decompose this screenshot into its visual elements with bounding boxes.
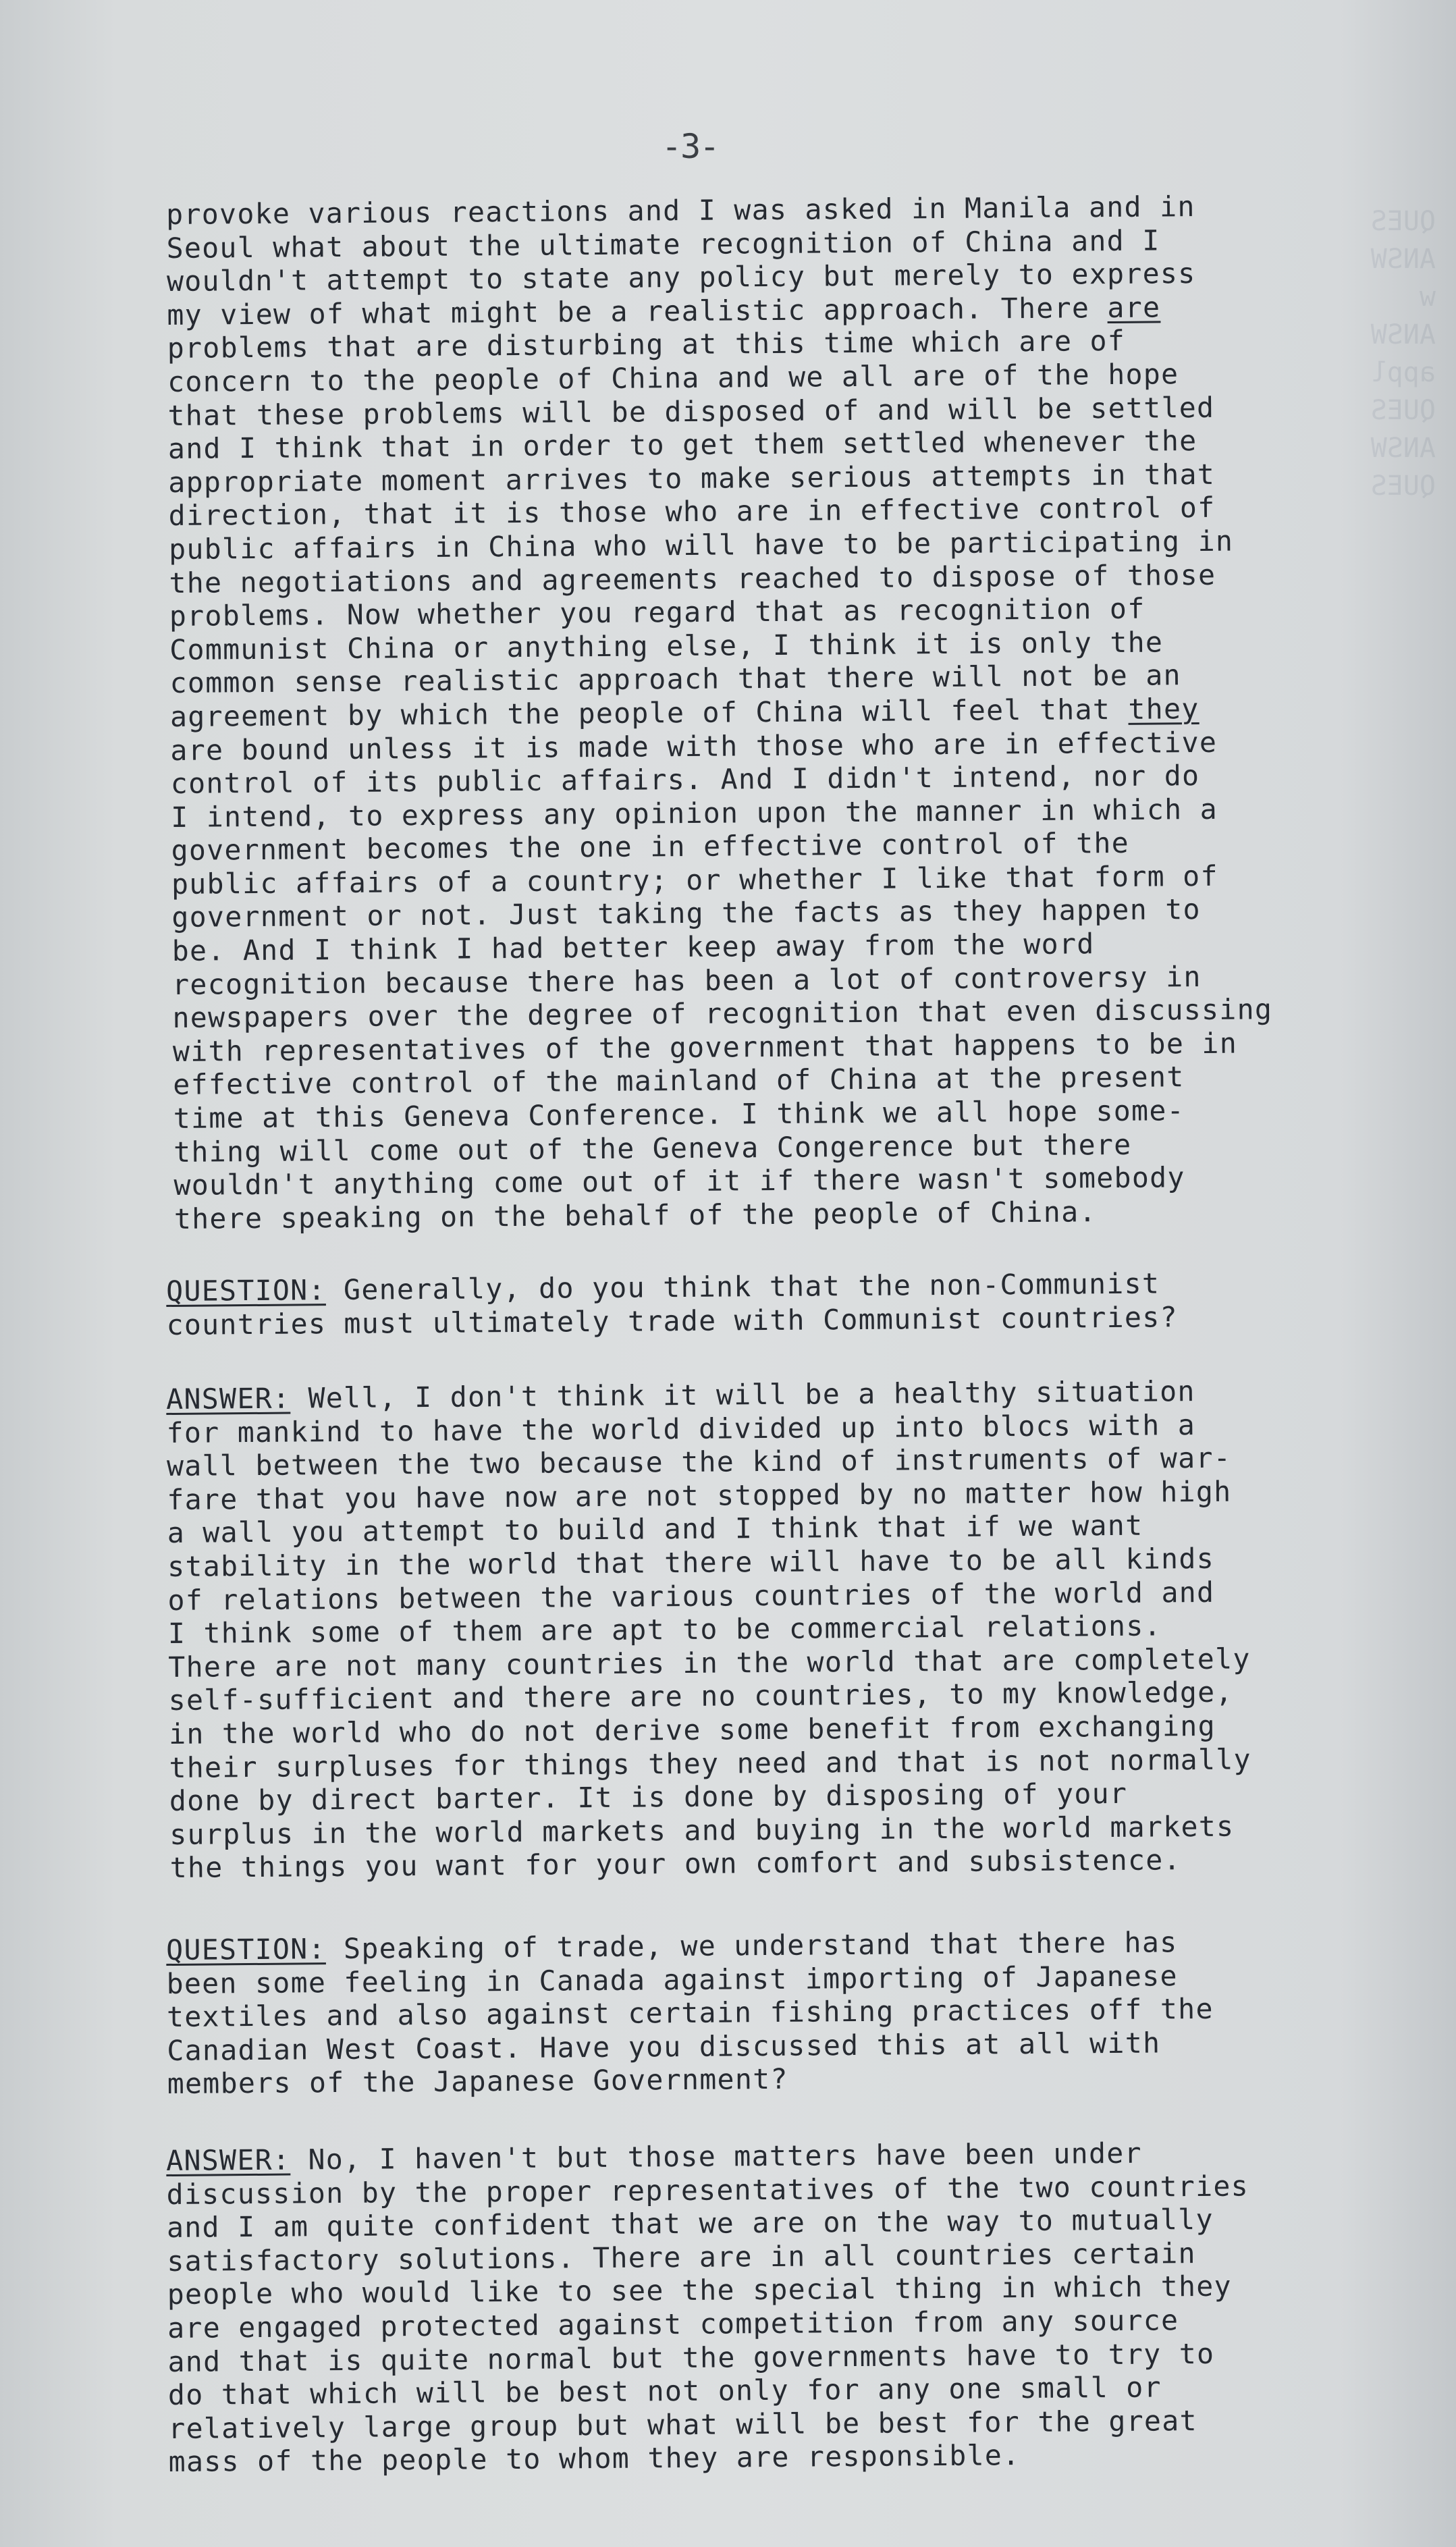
text-line: I intend, to express any opinion upon the manner in which a xyxy=(171,792,1218,834)
text-line: and I am quite confident that we are on the way to mutually xyxy=(166,2203,1214,2245)
text-line: and I think that in order to get them settled whenever the xyxy=(167,424,1197,466)
text-line: common sense realistic approach that there will not be an xyxy=(169,658,1182,700)
question-japan-paragraph xyxy=(166,1924,1396,2101)
text-line: are bound unless it is made with those who are in effective xyxy=(170,725,1218,767)
text-line: provoke various reactions and I was asked in Manila and in xyxy=(166,190,1195,231)
text-line: textiles and also against certain fishing practices off the xyxy=(166,1992,1214,2034)
text-line: with representatives of the government that happens to be in xyxy=(172,1026,1238,1068)
text-line: effective control of the mainland of China at the present xyxy=(173,1060,1185,1102)
text-line: control of its public affairs. And I didn't intend, nor do xyxy=(170,759,1200,801)
text-line: thing will come out of the Geneva Congerence but there xyxy=(173,1127,1132,1169)
question-trade-paragraph xyxy=(166,1265,1395,1341)
text-line: done by direct barter. It is done by disposing of your xyxy=(169,1776,1128,1818)
line-segment: my view of what might be a realistic approach. There xyxy=(167,290,1108,331)
line-segment: No, I haven't but those matters have been under xyxy=(290,2136,1143,2176)
answer-label: ANSWER: xyxy=(166,2143,291,2177)
text-line: I think some of them are apt to be commercial relations. xyxy=(167,1609,1162,1651)
text-line: the negotiations and agreements reached to dispose of those xyxy=(169,558,1216,599)
question-label: QUESTION: xyxy=(166,1273,326,1308)
text-line: stability in the world that there will have to be all kinds xyxy=(167,1541,1215,1583)
answer-continued-paragraph xyxy=(166,188,1403,1236)
text-line: be. And I think I had better keep away from the word xyxy=(171,927,1095,968)
text-line: are engaged protected against competition from any source xyxy=(167,2303,1179,2344)
text-line: been some feeling in Canada against importing of Japanese xyxy=(166,1958,1178,2000)
text-line: surplus in the world markets and buying in the world markets xyxy=(169,1809,1235,1851)
text-line: problems that are disturbing at this time which are of xyxy=(167,324,1126,365)
text-line: do that which will be best not only for any one small or xyxy=(167,2370,1162,2412)
text-line: concern to the people of China and we all are of the hope xyxy=(167,357,1179,398)
text-line: self-sufficient and there are no countries, to my knowledge, xyxy=(168,1675,1233,1717)
text-line: direction, that it is those who are in effective control of xyxy=(168,491,1216,533)
text-line: mass of the people to whom they are responsible. xyxy=(168,2438,1021,2479)
text-line: that these problems will be disposed of and will be settled xyxy=(167,390,1215,432)
answer-label: ANSWER: xyxy=(166,1381,291,1416)
text-line: for mankind to have the world divided up into blocs with a xyxy=(166,1407,1196,1449)
text-line: the things you want for your own comfort and subsistence. xyxy=(169,1843,1182,1885)
text-line: government or not. Just taking the facts as they happen to xyxy=(171,892,1202,934)
underlined-word: they xyxy=(1128,691,1199,726)
text-line: people who would like to see the special thing in which they xyxy=(167,2269,1233,2311)
text-line: satisfactory solutions. There are in all countries certain xyxy=(167,2236,1197,2278)
text-line: discussion by the proper representatives of the two countries xyxy=(166,2168,1249,2211)
text-line: time at this Geneva Conference. I think we all hope some- xyxy=(173,1094,1185,1135)
answer-trade-paragraph xyxy=(166,1373,1399,1885)
text-line: recognition because there has been a lot of controversy in xyxy=(171,959,1202,1001)
text-line: of relations between the various countries of the world and xyxy=(167,1575,1215,1617)
text-line: appropriate moment arrives to make serious attempts in that xyxy=(168,457,1216,499)
text-line: problems. Now whether you regard that as recognition of xyxy=(169,591,1145,633)
text-line: newspapers over the degree of recognition that even discussing xyxy=(172,992,1273,1035)
text-line: fare that you have now are not stopped by no matter how high xyxy=(167,1474,1232,1516)
underlined-word: are xyxy=(1107,290,1161,324)
line-segment: Well, I don't think it will be a healthy situation xyxy=(290,1374,1195,1415)
text-line: There are not many countries in the world that are completely xyxy=(168,1642,1251,1684)
question-label: QUESTION: xyxy=(166,1932,326,1966)
text-line: Canadian West Coast. Have you discussed this at all with xyxy=(167,2026,1161,2067)
text-line: wouldn't anything come out of it if there wasn't somebody xyxy=(173,1160,1185,1202)
text-line: countries must ultimately trade with Communist countries? xyxy=(166,1299,1178,1341)
text-line: wall between the two because the kind of instruments of war- xyxy=(166,1441,1232,1483)
text-line: in the world who do not derive some benefit from exchanging xyxy=(168,1709,1216,1750)
line-segment: Speaking of trade, we understand that there has xyxy=(325,1925,1178,1966)
text-line: public affairs of a country; or whether I like that form of xyxy=(171,859,1218,901)
answer-japan-paragraph xyxy=(166,2135,1397,2479)
text-line: and that is quite normal but the governments have to try to xyxy=(167,2336,1215,2378)
text-line: public affairs in China who will have to be participating in xyxy=(168,524,1234,566)
text-line: government becomes the one in effective control of the xyxy=(171,826,1130,867)
line-segment: Generally, do you think that the non-Communist xyxy=(325,1266,1160,1307)
text-line: members of the Japanese Government? xyxy=(167,2062,788,2101)
text-line: a wall you attempt to build and I think that if we want xyxy=(167,1509,1143,1550)
text-line: relatively large group but what will be best for the great xyxy=(168,2403,1198,2445)
text-line: Communist China or anything else, I think it is only the xyxy=(169,625,1164,666)
text-line: wouldn't attempt to state any policy but merely to express xyxy=(166,257,1196,298)
bleed-through-text: QUES ANSW w ANSW appl QUES ANSW QUES xyxy=(1370,206,1436,502)
line-segment: agreement by which the people of China will feel that xyxy=(169,692,1129,733)
text-line: Seoul what about the ultimate recognition of China and I xyxy=(166,223,1160,265)
text-line: there speaking on the behalf of the people of China. xyxy=(173,1195,1097,1235)
text-line: their surpluses for things they need and that is not normally xyxy=(169,1742,1252,1784)
page-number: -3- xyxy=(662,127,719,166)
